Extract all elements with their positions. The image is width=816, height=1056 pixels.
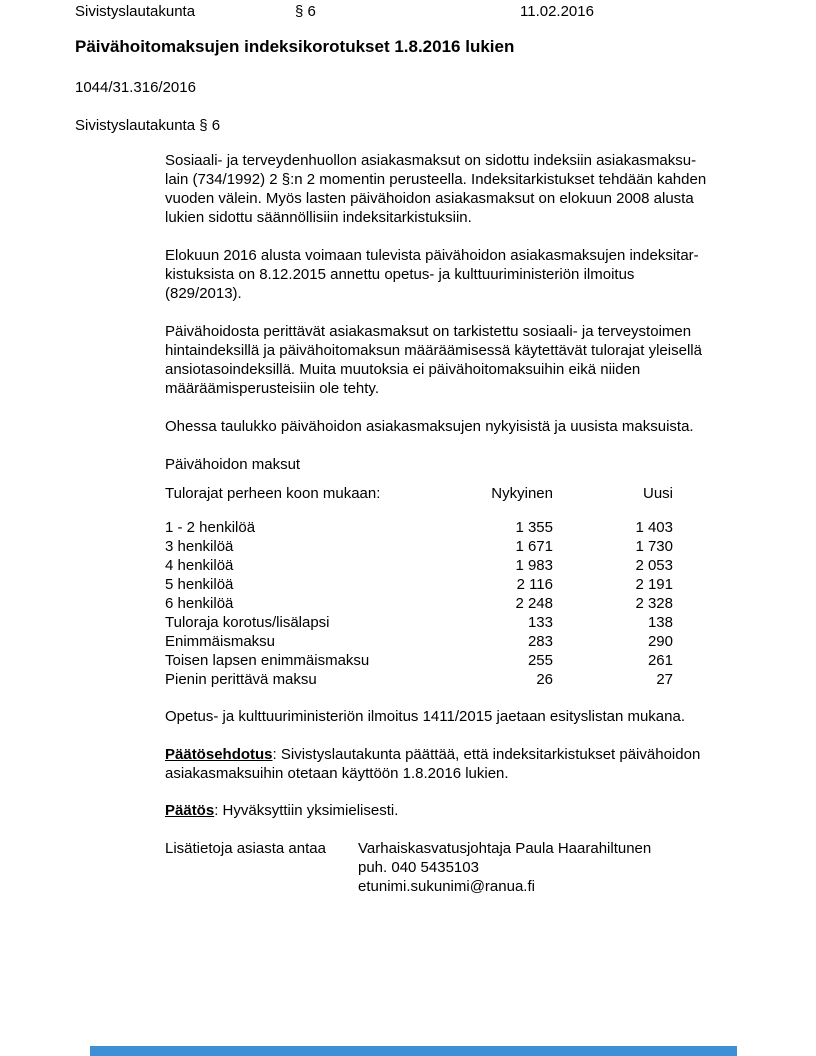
row-new-value: 1 730 bbox=[635, 538, 673, 555]
doc-header bbox=[75, 2, 755, 21]
row-label: 1 - 2 henkilöä bbox=[165, 519, 256, 536]
row-label: 5 henkilöä bbox=[165, 576, 234, 593]
table-row bbox=[165, 670, 673, 689]
fee-table-header-row bbox=[165, 484, 673, 503]
table-title: Päivähoidon maksut bbox=[165, 456, 301, 473]
paragraph-table-intro bbox=[165, 417, 745, 436]
paragraph-line: Ohessa taulukko päivähoidon asiakasmaksujen nykyisistä ja uusista maksuista. bbox=[165, 418, 694, 435]
header-date: 11.02.2016 bbox=[520, 3, 594, 20]
attachment-note: Opetus- ja kulttuuriministeriön ilmoitus 1411/2015 jaetaan esityslistan mukana. bbox=[165, 708, 685, 725]
main-content bbox=[165, 151, 745, 896]
paragraph-index-law bbox=[165, 151, 745, 227]
contact-person: Varhaiskasvatusjohtaja Paula Haarahiltunen bbox=[358, 840, 652, 857]
footer-highlight-bar bbox=[90, 1046, 737, 1056]
decision-proposal bbox=[165, 745, 745, 783]
row-current-value: 1 355 bbox=[515, 519, 553, 536]
row-current-value: 1 671 bbox=[515, 538, 553, 555]
row-label: Toisen lapsen enimmäismaksu bbox=[165, 652, 370, 669]
table-row bbox=[165, 594, 673, 613]
column-header-current: Nykyinen bbox=[491, 485, 553, 502]
decision-proposal-label: Päätösehdotus bbox=[165, 746, 273, 763]
row-new-value: 290 bbox=[647, 633, 673, 650]
contact-phone: puh. 040 5435103 bbox=[358, 859, 479, 876]
paragraph-line: Elokuun 2016 alusta voimaan tulevista päivähoidon asiakasmaksujen indeksitar- bbox=[165, 247, 699, 264]
paragraph-index-check bbox=[165, 322, 745, 398]
row-new-value: 2 328 bbox=[635, 595, 673, 612]
paragraph-line: (829/2013). bbox=[165, 285, 242, 302]
row-label: Tuloraja korotus/lisälapsi bbox=[165, 614, 330, 631]
case-number: 1044/31.316/2016 bbox=[75, 79, 196, 96]
table-spacer-row bbox=[165, 503, 673, 518]
row-label: 3 henkilöä bbox=[165, 538, 234, 555]
row-new-value: 27 bbox=[656, 671, 673, 688]
paragraph-line: Sosiaali- ja terveydenhuollon asiakasmaksut on sidottu indeksiin asiakasmaksu- bbox=[165, 152, 697, 169]
table-row bbox=[165, 651, 673, 670]
subheading: Sivistyslautakunta § 6 bbox=[75, 117, 221, 134]
row-label: Enimmäismaksu bbox=[165, 633, 276, 650]
paragraph-line: ansiotasoindeksillä. Muita muutoksia ei päivähoitomaksuihin eikä niiden bbox=[165, 361, 641, 378]
column-header-new: Uusi bbox=[642, 485, 673, 502]
row-current-value: 2 116 bbox=[516, 576, 553, 593]
decision-text: : Hyväksyttiin yksimielisesti. bbox=[214, 802, 399, 819]
contact-info bbox=[165, 839, 745, 896]
row-label: Pienin perittävä maksu bbox=[165, 671, 317, 688]
row-new-value: 138 bbox=[647, 614, 673, 631]
decision-label: Päätös bbox=[165, 802, 215, 819]
fee-table bbox=[165, 484, 673, 689]
row-label: 4 henkilöä bbox=[165, 557, 234, 574]
table-row bbox=[165, 537, 673, 556]
row-label: 6 henkilöä bbox=[165, 595, 234, 612]
paragraph-line: vuoden välein. Myös lasten päivähoidon asiakasmaksut on elokuun 2008 alusta bbox=[165, 190, 694, 207]
decision-proposal-text: : Sivistyslautakunta päättää, että indeksitarkistukset päivähoidon bbox=[272, 746, 701, 763]
header-committee: Sivistyslautakunta bbox=[75, 3, 196, 20]
paragraph-line: lain (734/1992) 2 §:n 2 momentin perusteella. Indeksitarkistukset tehdään kahden bbox=[165, 171, 707, 188]
paragraph-line: kistuksista on 8.12.2015 annettu opetus- ja kulttuuriministeriön ilmoitus bbox=[165, 266, 635, 283]
row-current-value: 283 bbox=[527, 633, 553, 650]
row-new-value: 261 bbox=[647, 652, 673, 669]
decision-proposal-line1 bbox=[165, 745, 745, 764]
table-row bbox=[165, 556, 673, 575]
row-current-value: 1 983 bbox=[515, 557, 553, 574]
paragraph-ministry-notice bbox=[165, 246, 745, 303]
table-row bbox=[165, 613, 673, 632]
table-row bbox=[165, 575, 673, 594]
paragraph-line: lukien sidottu säännöllisiin indeksitarkistuksiin. bbox=[165, 209, 472, 226]
row-current-value: 2 248 bbox=[515, 595, 553, 612]
table-row bbox=[165, 632, 673, 651]
table-row bbox=[165, 518, 673, 537]
column-header-label: Tulorajat perheen koon mukaan: bbox=[165, 485, 381, 502]
row-new-value: 2 191 bbox=[635, 576, 673, 593]
decision bbox=[165, 801, 745, 820]
paragraph-line: Päivähoidosta perittävät asiakasmaksut on tarkistettu sosiaali- ja terveystoimen bbox=[165, 323, 692, 340]
contact-email: etunimi.sukunimi@ranua.fi bbox=[358, 878, 535, 895]
contact-details bbox=[358, 839, 651, 896]
row-new-value: 2 053 bbox=[635, 557, 673, 574]
row-current-value: 133 bbox=[527, 614, 553, 631]
decision-proposal-line2: asiakasmaksuihin otetaan käyttöön 1.8.2016 lukien. bbox=[165, 765, 509, 782]
paragraph-line: määräämisperusteisiin ole tehty. bbox=[165, 380, 379, 397]
header-section-number: § 6 bbox=[295, 3, 316, 20]
row-current-value: 255 bbox=[527, 652, 553, 669]
paragraph-line: hintaindeksillä ja päivähoitomaksun määräämisessä käytettävät tulorajat yleisellä bbox=[165, 342, 702, 359]
page-title: Päivähoitomaksujen indeksikorotukset 1.8.2016 lukien bbox=[75, 37, 515, 56]
contact-label: Lisätietoja asiasta antaa bbox=[165, 840, 326, 857]
row-new-value: 1 403 bbox=[635, 519, 673, 536]
row-current-value: 26 bbox=[536, 671, 553, 688]
